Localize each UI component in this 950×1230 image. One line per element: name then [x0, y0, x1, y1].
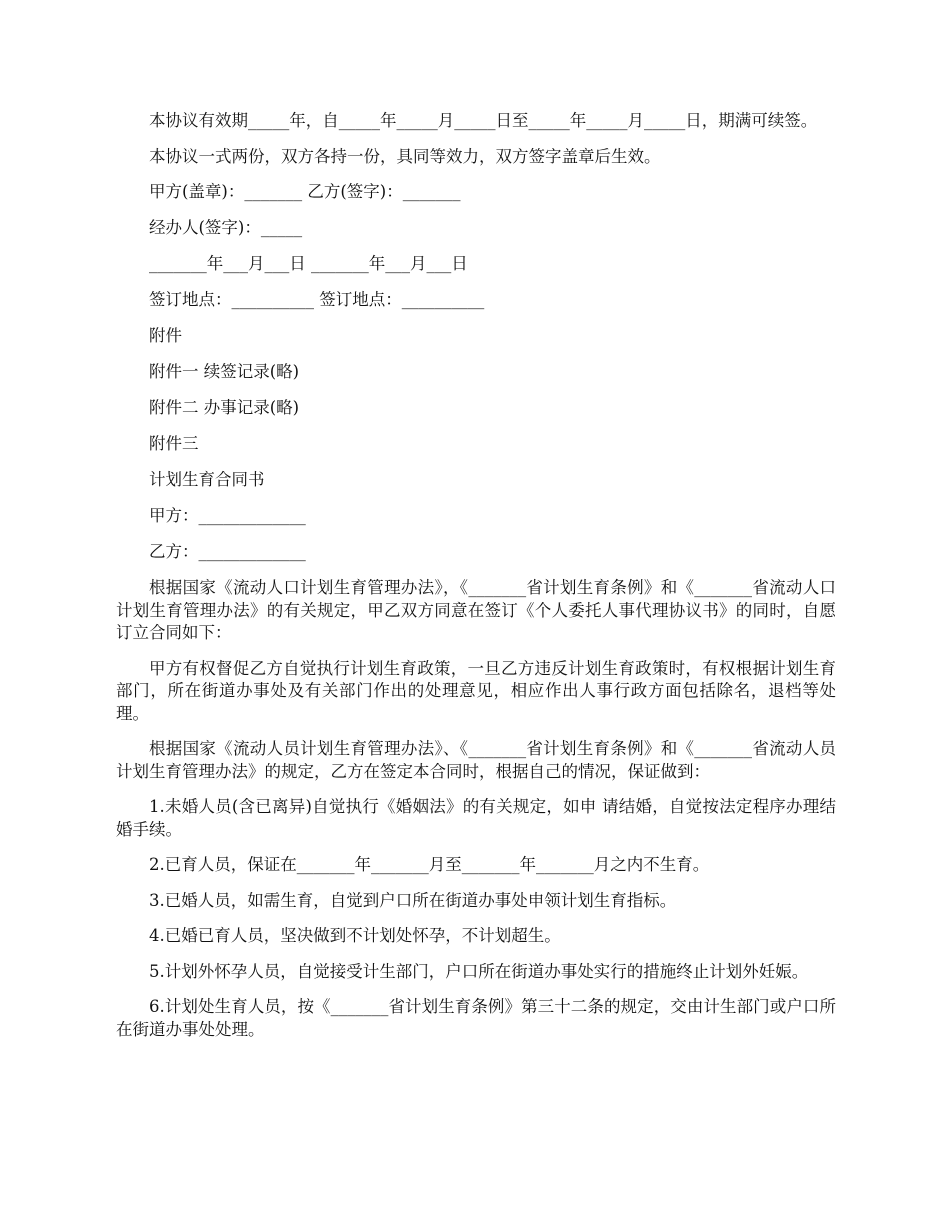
- paragraph-handler-signature: 经办人(签字)：_____: [149, 218, 303, 237]
- paragraph-party-a-rights: 甲方有权督促乙方自觉执行计划生育政策，一旦乙方违反计划生育政策时，有权根据计划生育部门，所在街道办事处及有关部门作出的处理意见，相应作出人事行政方面包括除名，退档等处理。: [116, 658, 836, 723]
- paragraph-item-3: 3.已婚人员，如需生育，自觉到户口所在街道办事处申领计划生育指标。: [149, 890, 677, 910]
- paragraph-item-6: 6.计划处生育人员，按《_______省计划生育条例》第三十二条的规定，交由计生部门或户口所在街道办事处处理。: [116, 997, 836, 1039]
- paragraph-validity-period: 本协议有效期_____年，自_____年_____月_____日至_____年_____月_____日，期满可续签。: [149, 111, 818, 130]
- paragraph-legal-basis: 根据国家《流动人口计划生育管理办法》，《_______省计划生育条例》和《_______省流动人口计划生育管理办法》的有关规定，甲乙双方同意在签订《个人委托人事代理协议书》的同时，自愿订立合同如下：: [116, 578, 836, 642]
- paragraph-contract-title: 计划生育合同书: [149, 470, 265, 489]
- paragraph-item-1: 1.未婚人员(含已离异)自觉执行《婚姻法》的有关规定，如申 请结婚，自觉按法定程序办理结婚手续。: [116, 797, 836, 839]
- paragraph-attachment-two: 附件二 办事记录(略): [149, 398, 300, 417]
- paragraph-attachments-heading: 附件: [149, 326, 182, 345]
- paragraph-party-b: 乙方：_____________: [149, 542, 306, 561]
- paragraph-sign-locations: 签订地点：__________ 签订地点：__________: [149, 290, 485, 309]
- paragraph-party-b-guarantees: 根据国家《流动人员计划生育管理办法》、《_______省计划生育条例》和《_______省流动人员计划生育管理办法》的规定，乙方在签定本合同时，根据自己的情况，保证做到：: [116, 739, 836, 781]
- paragraph-sign-dates: _______年___月___日 _______年___月___日: [149, 254, 468, 273]
- paragraph-item-4: 4.已婚已育人员，坚决做到不计划处怀孕，不计划超生。: [149, 926, 561, 945]
- paragraph-party-a: 甲方：_____________: [149, 506, 306, 525]
- document-body: [116, 110, 836, 1054]
- paragraph-item-2: 2.已育人员，保证在_______年_______月至_______年_______月之内不生育。: [149, 855, 710, 874]
- paragraph-attachment-three: 附件三: [149, 434, 199, 453]
- paragraph-copies: 本协议一式两份，双方各持一份，具同等效力，双方签字盖章后生效。: [149, 146, 661, 166]
- paragraph-attachment-one: 附件一 续签记录(略): [149, 362, 300, 381]
- paragraph-item-5: 5.计划外怀孕人员，自觉接受计生部门，户口所在街道办事处实行的措施终止计划外妊娠。: [149, 961, 809, 981]
- paragraph-party-signatures: 甲方(盖章)：_______ 乙方(签字)：_______: [149, 182, 461, 201]
